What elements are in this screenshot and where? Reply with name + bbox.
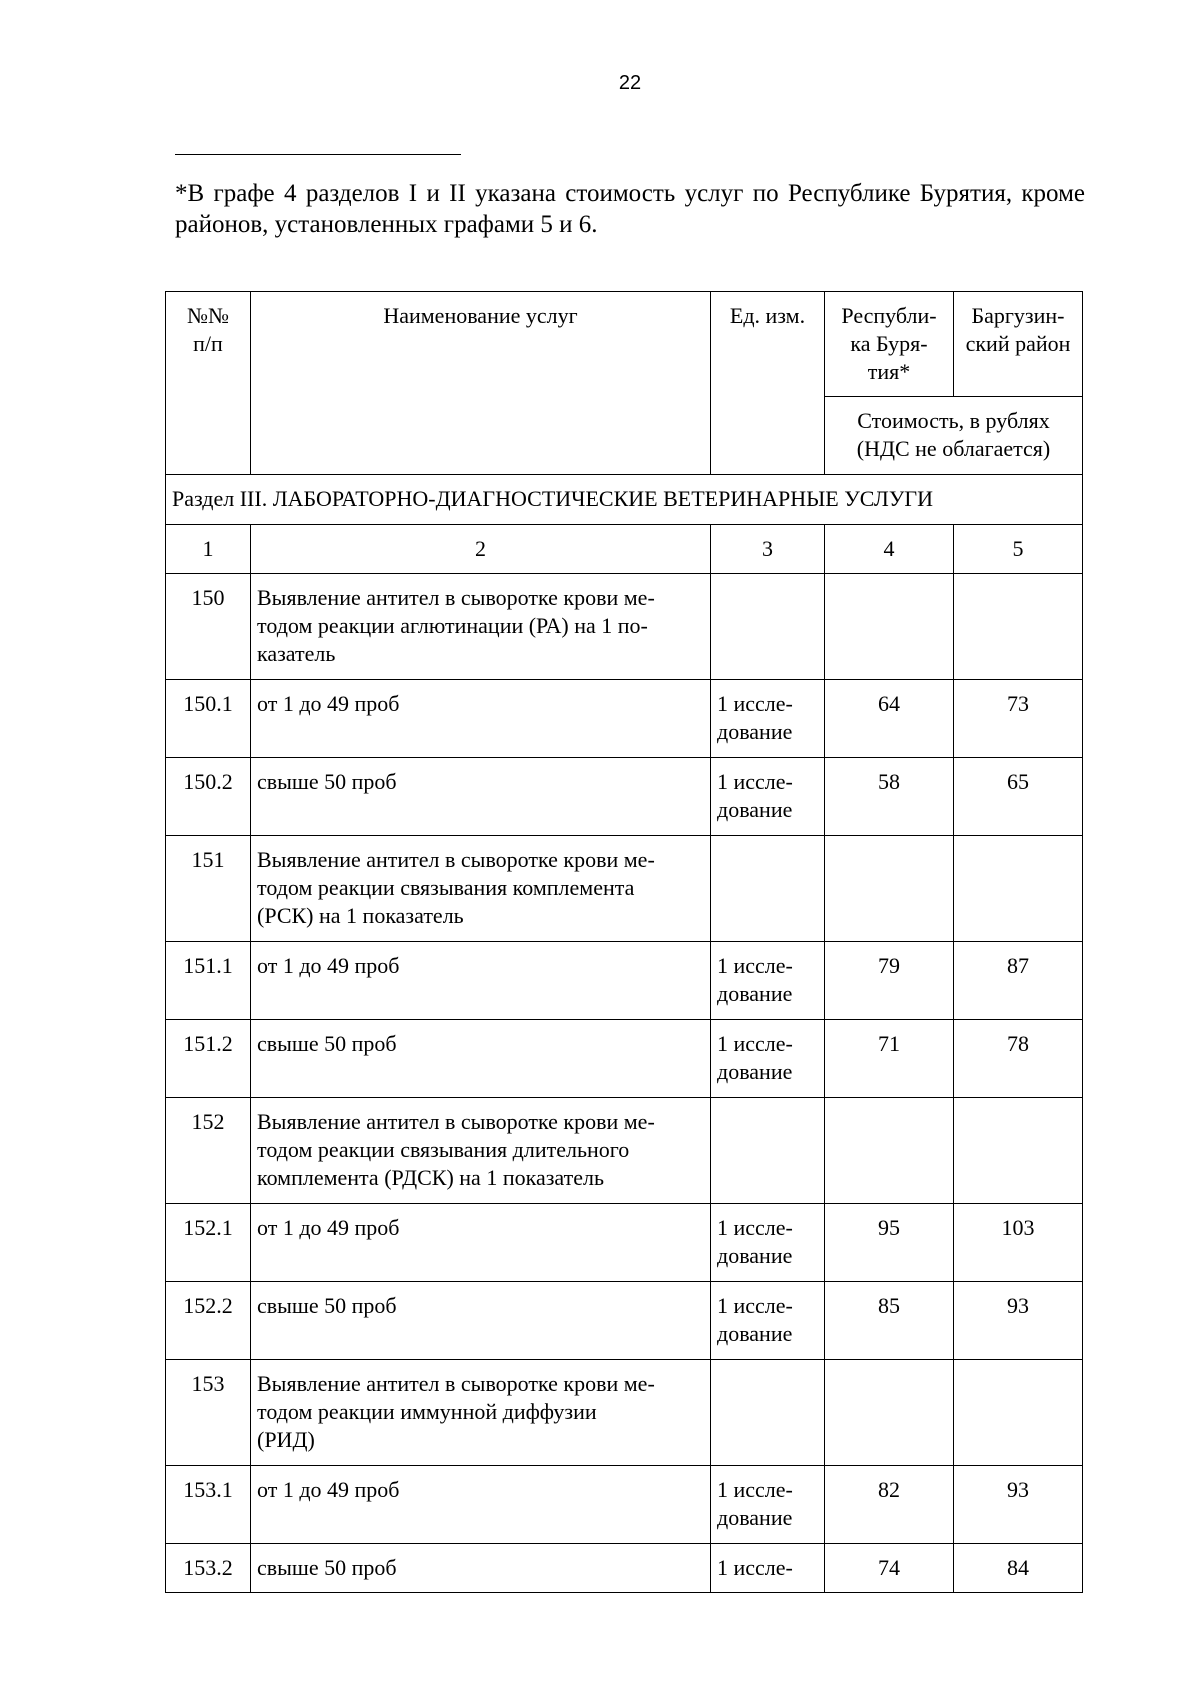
table-row bbox=[166, 942, 1083, 1020]
unit-of-measure: 1 иссле- дование bbox=[711, 1282, 825, 1360]
table-row bbox=[166, 836, 1083, 942]
footnote-text: *В графе 4 разделов I и II указана стоимость услуг по Республике Бурятия, кроме районов, установленных графами 5 и 6. bbox=[175, 180, 1085, 238]
unit-of-measure: 1 иссле- bbox=[711, 1544, 825, 1593]
table-row bbox=[166, 1020, 1083, 1098]
row-number: 150.1 bbox=[166, 680, 251, 758]
row-number: 153.2 bbox=[166, 1544, 251, 1593]
price-republic-buryatia: 74 bbox=[825, 1544, 954, 1593]
unit-of-measure: 1 иссле- дование bbox=[711, 1466, 825, 1544]
price-barguzin-district bbox=[954, 1360, 1083, 1466]
row-number: 150 bbox=[166, 574, 251, 680]
header-row bbox=[166, 292, 1083, 397]
service-name: Выявление антител в сыворотке крови ме- тодом реакции аглютинации (РА) на 1 по- казатель bbox=[251, 574, 711, 680]
price-barguzin-district bbox=[954, 836, 1083, 942]
price-republic-buryatia bbox=[825, 574, 954, 680]
service-name: свыше 50 проб bbox=[251, 758, 711, 836]
row-number: 152 bbox=[166, 1098, 251, 1204]
unit-of-measure: 1 иссле- дование bbox=[711, 680, 825, 758]
service-name: Выявление антител в сыворотке крови ме- тодом реакции связывания комплемента (РСК) на 1 показатель bbox=[251, 836, 711, 942]
service-name: Выявление антител в сыворотке крови ме- тодом реакции связывания длительного комплемента (РДСК) на 1 показатель bbox=[251, 1098, 711, 1204]
service-name: от 1 до 49 проб bbox=[251, 680, 711, 758]
unit-of-measure: 1 иссле- дование bbox=[711, 1020, 825, 1098]
row-number: 152.2 bbox=[166, 1282, 251, 1360]
price-barguzin-district: 93 bbox=[954, 1466, 1083, 1544]
row-number: 152.1 bbox=[166, 1204, 251, 1282]
unit-of-measure: 1 иссле- дование bbox=[711, 942, 825, 1020]
price-republic-buryatia: 58 bbox=[825, 758, 954, 836]
price-republic-buryatia: 82 bbox=[825, 1466, 954, 1544]
unit-of-measure bbox=[711, 1098, 825, 1204]
price-barguzin-district: 78 bbox=[954, 1020, 1083, 1098]
header-cost: Стоимость, в рублях (НДС не облагается) bbox=[825, 397, 1083, 475]
header-unit: Ед. изм. bbox=[711, 292, 825, 475]
price-barguzin-district: 103 bbox=[954, 1204, 1083, 1282]
column-number: 4 bbox=[825, 525, 954, 574]
price-barguzin-district: 65 bbox=[954, 758, 1083, 836]
table-row bbox=[166, 1466, 1083, 1544]
table-row bbox=[166, 1098, 1083, 1204]
column-number: 2 bbox=[251, 525, 711, 574]
header-col4: Республи- ка Буря- тия* bbox=[825, 292, 954, 397]
service-name: свыше 50 проб bbox=[251, 1020, 711, 1098]
service-name: от 1 до 49 проб bbox=[251, 1466, 711, 1544]
row-number: 151.1 bbox=[166, 942, 251, 1020]
table-row bbox=[166, 574, 1083, 680]
row-number: 153.1 bbox=[166, 1466, 251, 1544]
price-republic-buryatia: 85 bbox=[825, 1282, 954, 1360]
service-name: свыше 50 проб bbox=[251, 1544, 711, 1593]
column-number: 1 bbox=[166, 525, 251, 574]
column-number: 5 bbox=[954, 525, 1083, 574]
unit-of-measure bbox=[711, 574, 825, 680]
unit-of-measure: 1 иссле- дование bbox=[711, 758, 825, 836]
row-number: 151 bbox=[166, 836, 251, 942]
service-name: свыше 50 проб bbox=[251, 1282, 711, 1360]
price-republic-buryatia: 79 bbox=[825, 942, 954, 1020]
unit-of-measure: 1 иссле- дование bbox=[711, 1204, 825, 1282]
price-barguzin-district: 84 bbox=[954, 1544, 1083, 1593]
service-name: от 1 до 49 проб bbox=[251, 942, 711, 1020]
price-barguzin-district: 87 bbox=[954, 942, 1083, 1020]
row-number: 151.2 bbox=[166, 1020, 251, 1098]
price-republic-buryatia bbox=[825, 1098, 954, 1204]
price-barguzin-district: 93 bbox=[954, 1282, 1083, 1360]
footnote-divider bbox=[175, 154, 461, 155]
price-republic-buryatia: 64 bbox=[825, 680, 954, 758]
page-number: 22 bbox=[618, 72, 642, 94]
table-row bbox=[166, 680, 1083, 758]
price-republic-buryatia bbox=[825, 1360, 954, 1466]
header-name: Наименование услуг bbox=[251, 292, 711, 475]
price-barguzin-district bbox=[954, 1098, 1083, 1204]
service-name: от 1 до 49 проб bbox=[251, 1204, 711, 1282]
header-col5: Баргузин- ский район bbox=[954, 292, 1083, 397]
table-row bbox=[166, 1544, 1083, 1593]
row-number: 150.2 bbox=[166, 758, 251, 836]
unit-of-measure bbox=[711, 1360, 825, 1466]
price-republic-buryatia: 95 bbox=[825, 1204, 954, 1282]
section-row bbox=[166, 475, 1083, 525]
price-barguzin-district bbox=[954, 574, 1083, 680]
price-table bbox=[165, 291, 1083, 1593]
table-row bbox=[166, 1282, 1083, 1360]
header-num: №№ п/п bbox=[166, 292, 251, 475]
unit-of-measure bbox=[711, 836, 825, 942]
column-number: 3 bbox=[711, 525, 825, 574]
table-row bbox=[166, 758, 1083, 836]
table-row bbox=[166, 1360, 1083, 1466]
column-number-row bbox=[166, 525, 1083, 574]
service-name: Выявление антител в сыворотке крови ме- тодом реакции иммунной диффузии (РИД) bbox=[251, 1360, 711, 1466]
price-republic-buryatia: 71 bbox=[825, 1020, 954, 1098]
price-barguzin-district: 73 bbox=[954, 680, 1083, 758]
section-title: Раздел III. ЛАБОРАТОРНО-ДИАГНОСТИЧЕСКИЕ ВЕТЕРИНАРНЫЕ УСЛУГИ bbox=[166, 475, 1083, 525]
row-number: 153 bbox=[166, 1360, 251, 1466]
table-row bbox=[166, 1204, 1083, 1282]
price-republic-buryatia bbox=[825, 836, 954, 942]
